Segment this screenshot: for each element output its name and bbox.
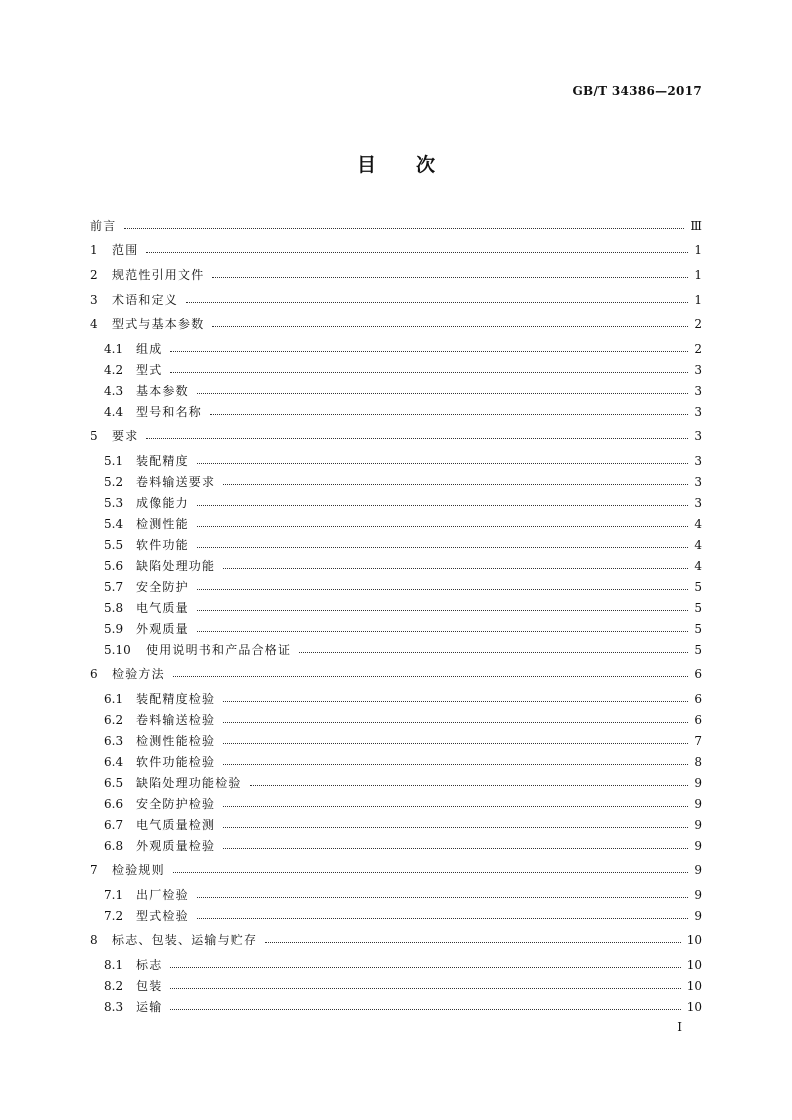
- toc-entry[interactable]: [104, 556, 702, 577]
- toc-entry-label: 术语和定义: [112, 293, 179, 307]
- toc-entry[interactable]: [104, 836, 702, 857]
- toc-entry-page: 5: [694, 580, 702, 594]
- toc-entry-label: 型号和名称: [136, 405, 203, 419]
- toc-entry-number: 4.1: [104, 342, 124, 356]
- toc-dot-leader: [265, 942, 681, 943]
- toc-dot-leader: [197, 918, 688, 919]
- toc-entry[interactable]: [90, 265, 702, 286]
- toc-entry-label: 缺陷处理功能检验: [136, 776, 242, 790]
- toc-entry-page: 4: [694, 517, 702, 531]
- page-title: [0, 150, 792, 177]
- toc-entry-label: 电气质量检测: [136, 818, 216, 832]
- toc-dot-leader: [170, 1009, 680, 1010]
- toc-dot-leader: [170, 351, 688, 352]
- toc-entry-page: 6: [694, 692, 702, 706]
- toc-entry[interactable]: [90, 860, 702, 881]
- standard-code: GB/T 34386—2017: [572, 84, 702, 98]
- toc-entry-label: 外观质量检验: [136, 839, 216, 853]
- toc-entry-number: 1: [90, 243, 98, 257]
- toc-dot-leader: [173, 676, 688, 677]
- toc-entry-page: 10: [686, 979, 702, 993]
- toc-dot-leader: [223, 722, 688, 723]
- toc-entry[interactable]: [104, 794, 702, 815]
- toc-dot-leader: [299, 652, 688, 653]
- toc-dot-leader: [197, 505, 688, 506]
- toc-entry-page: 9: [694, 818, 702, 832]
- toc-entry[interactable]: [104, 689, 702, 710]
- toc-entry[interactable]: [104, 640, 702, 661]
- toc-dot-leader: [197, 589, 688, 590]
- toc-entry-page: 3: [694, 429, 702, 443]
- toc-entry-page: 9: [694, 776, 702, 790]
- page-number: I: [677, 1020, 682, 1034]
- toc-entry-label: 软件功能: [136, 538, 189, 552]
- toc-entry[interactable]: [90, 290, 702, 311]
- toc-entry-label: 型式检验: [136, 909, 189, 923]
- toc-entry[interactable]: [90, 240, 702, 261]
- toc-entry-label: 要求: [112, 429, 139, 443]
- toc-entry-number: 6.1: [104, 692, 124, 706]
- toc-entry-label: 检验方法: [112, 667, 165, 681]
- page-title-char-1: 目: [356, 154, 376, 176]
- toc-entry-label: 检测性能: [136, 517, 189, 531]
- toc-entry-number: 5: [90, 429, 98, 443]
- toc-entry-page: 6: [694, 713, 702, 727]
- toc-dot-leader: [223, 701, 688, 702]
- toc-entry-number: 2: [90, 268, 98, 282]
- toc-entry-label: 规范性引用文件: [112, 268, 205, 282]
- toc-entry-number: 6.4: [104, 755, 124, 769]
- page-title-char-2: 次: [416, 154, 436, 176]
- toc-entry-number: 5.6: [104, 559, 124, 573]
- toc-entry-page: 2: [694, 317, 702, 331]
- toc-entry-number: 6: [90, 667, 98, 681]
- toc-dot-leader: [197, 393, 688, 394]
- toc-dot-leader: [223, 764, 688, 765]
- toc-entry-label: 装配精度: [136, 454, 189, 468]
- toc-entry[interactable]: [104, 752, 702, 773]
- toc-dot-leader: [223, 827, 688, 828]
- toc-entry-label: 型式与基本参数: [112, 317, 205, 331]
- toc-entry[interactable]: [104, 976, 702, 997]
- toc-entry-page: 5: [694, 622, 702, 636]
- toc-entry-number: 5.9: [104, 622, 124, 636]
- toc-entry[interactable]: [104, 381, 702, 402]
- toc-entry-label: 使用说明书和产品合格证: [146, 643, 292, 657]
- toc-entry[interactable]: [104, 773, 702, 794]
- toc-dot-leader: [197, 897, 688, 898]
- toc-entry-page: 3: [694, 496, 702, 510]
- toc-entry-page: 5: [694, 643, 702, 657]
- toc-dot-leader: [146, 252, 688, 253]
- toc-entry-label: 安全防护: [136, 580, 189, 594]
- toc-entry-number: 5.3: [104, 496, 124, 510]
- toc-entry-label: 电气质量: [136, 601, 189, 615]
- toc-dot-leader: [223, 568, 688, 569]
- toc-entry-number: 4.4: [104, 405, 124, 419]
- toc-entry-number: 8.3: [104, 1000, 124, 1014]
- toc-entry[interactable]: [104, 619, 702, 640]
- toc-entry-label: 前言: [90, 219, 117, 233]
- toc-entry-label: 包装: [136, 979, 163, 993]
- toc-entry[interactable]: [90, 930, 702, 951]
- toc-entry[interactable]: [104, 472, 702, 493]
- toc-entry-label: 安全防护检验: [136, 797, 216, 811]
- toc-entry-number: 6.5: [104, 776, 124, 790]
- toc-entry-number: 8: [90, 933, 98, 947]
- toc-dot-leader: [197, 610, 688, 611]
- toc-entry-page: 6: [694, 667, 702, 681]
- toc-entry-number: 5.2: [104, 475, 124, 489]
- toc-entry-page: 10: [686, 933, 702, 947]
- toc-dot-leader: [186, 302, 688, 303]
- toc-entry-label: 缺陷处理功能: [136, 559, 216, 573]
- toc-entry[interactable]: [104, 955, 702, 976]
- toc-entry-number: 8.1: [104, 958, 124, 972]
- toc-dot-leader: [197, 463, 688, 464]
- toc-entry-label: 装配精度检验: [136, 692, 216, 706]
- toc-entry-number: 3: [90, 293, 98, 307]
- toc-entry-page: 1: [694, 243, 702, 257]
- toc-entry-label: 型式: [136, 363, 163, 377]
- toc-entry-number: 5.7: [104, 580, 124, 594]
- toc-entry-page: 5: [694, 601, 702, 615]
- toc-entry[interactable]: [104, 451, 702, 472]
- toc-entry[interactable]: [104, 598, 702, 619]
- toc-entry-page: 9: [694, 863, 702, 877]
- toc-entry[interactable]: [90, 216, 702, 237]
- toc-entry-number: 5.5: [104, 538, 124, 552]
- toc-entry-number: 6.3: [104, 734, 124, 748]
- toc-entry-number: 5.4: [104, 517, 124, 531]
- toc-entry-page: 3: [694, 363, 702, 377]
- toc-entry-label: 基本参数: [136, 384, 189, 398]
- toc-entry[interactable]: [104, 402, 702, 423]
- toc-entry-number: 8.2: [104, 979, 124, 993]
- toc-entry-number: 4: [90, 317, 98, 331]
- toc-entry-page: 9: [694, 839, 702, 853]
- toc-entry-number: 6.8: [104, 839, 124, 853]
- toc-entry-number: 7.2: [104, 909, 124, 923]
- toc-entry[interactable]: [104, 577, 702, 598]
- toc-entry-number: 6.7: [104, 818, 124, 832]
- toc-entry-label: 检测性能检验: [136, 734, 216, 748]
- toc-entry[interactable]: [90, 314, 702, 335]
- toc-entry-number: 6.6: [104, 797, 124, 811]
- toc-entry-number: 7: [90, 863, 98, 877]
- toc-dot-leader: [223, 484, 688, 485]
- toc-dot-leader: [210, 414, 688, 415]
- toc-entry-label: 出厂检验: [136, 888, 189, 902]
- toc-entry[interactable]: [104, 339, 702, 360]
- toc-entry[interactable]: [104, 710, 702, 731]
- toc-entry-number: 6.2: [104, 713, 124, 727]
- toc-entry-page: 3: [694, 454, 702, 468]
- toc-entry[interactable]: [90, 426, 702, 447]
- toc-entry-number: 7.1: [104, 888, 124, 902]
- toc-entry-label: 标志: [136, 958, 163, 972]
- toc-entry-label: 卷料输送检验: [136, 713, 216, 727]
- toc-entry-page: 4: [694, 538, 702, 552]
- toc-entry-page: 8: [694, 755, 702, 769]
- toc-entry[interactable]: [104, 885, 702, 906]
- toc-entry-label: 成像能力: [136, 496, 189, 510]
- toc-entry-page: 10: [686, 1000, 702, 1014]
- toc-entry-page: 3: [694, 384, 702, 398]
- toc-dot-leader: [197, 526, 688, 527]
- toc-entry-page: 9: [694, 888, 702, 902]
- toc-entry-page: 9: [694, 909, 702, 923]
- toc-dot-leader: [212, 326, 688, 327]
- toc-dot-leader: [250, 785, 688, 786]
- toc-entry-label: 检验规则: [112, 863, 165, 877]
- toc-entry-page: 3: [694, 475, 702, 489]
- toc-entry[interactable]: [104, 731, 702, 752]
- toc-entry-page: 9: [694, 797, 702, 811]
- toc-entry[interactable]: [104, 360, 702, 381]
- toc-entry-label: 卷料输送要求: [136, 475, 216, 489]
- toc-entry[interactable]: [104, 997, 702, 1018]
- toc-entry-number: 4.2: [104, 363, 124, 377]
- toc-dot-leader: [173, 872, 688, 873]
- toc-entry[interactable]: [104, 906, 702, 927]
- toc-entry-page: 10: [686, 958, 702, 972]
- toc-entry-page: 1: [694, 268, 702, 282]
- toc-dot-leader: [197, 631, 688, 632]
- toc-dot-leader: [170, 988, 680, 989]
- toc-entry-number: 5.8: [104, 601, 124, 615]
- toc-dot-leader: [170, 967, 680, 968]
- toc-entry-label: 标志、包装、运输与贮存: [112, 933, 258, 947]
- toc-entry[interactable]: [104, 815, 702, 836]
- toc-entry-page: 2: [694, 342, 702, 356]
- toc-entry-number: 5.10: [104, 643, 131, 657]
- toc-dot-leader: [223, 806, 688, 807]
- toc-entry[interactable]: [104, 535, 702, 556]
- toc-dot-leader: [223, 848, 688, 849]
- toc-dot-leader: [170, 372, 688, 373]
- toc-entry[interactable]: [90, 664, 702, 685]
- toc-entry[interactable]: [104, 493, 702, 514]
- toc-dot-leader: [124, 228, 684, 229]
- toc-entry-page: Ⅲ: [690, 219, 702, 233]
- toc-entry-label: 组成: [136, 342, 163, 356]
- toc-dot-leader: [146, 438, 688, 439]
- toc-entry-number: 4.3: [104, 384, 124, 398]
- toc-entry-number: 5.1: [104, 454, 124, 468]
- toc-entry-page: 4: [694, 559, 702, 573]
- toc-dot-leader: [197, 547, 688, 548]
- toc-entry-page: 3: [694, 405, 702, 419]
- toc-entry-label: 范围: [112, 243, 139, 257]
- toc-entry-page: 7: [694, 734, 702, 748]
- toc-entry-page: 1: [694, 293, 702, 307]
- toc-dot-leader: [223, 743, 688, 744]
- toc-entry-label: 外观质量: [136, 622, 189, 636]
- toc-entry-label: 软件功能检验: [136, 755, 216, 769]
- toc-dot-leader: [212, 277, 688, 278]
- toc-entry-label: 运输: [136, 1000, 163, 1014]
- toc-entry[interactable]: [104, 514, 702, 535]
